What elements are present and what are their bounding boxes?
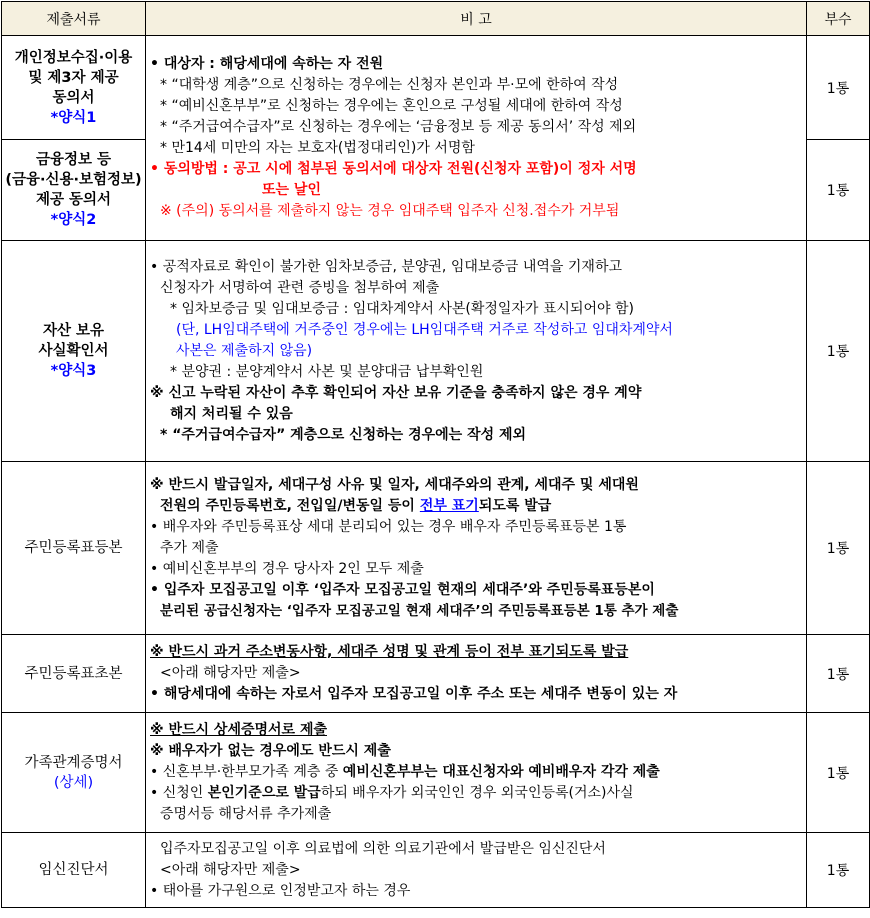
row-asset (2, 241, 870, 462)
doc-title: 사실확인서 (38, 343, 109, 359)
note-highlight: 전부 표기 (419, 497, 479, 514)
doc-title: 가족관계증명서 (24, 754, 123, 771)
doc-consent-personal (2, 36, 146, 140)
note-line: 추가 제출 (160, 539, 219, 556)
note-resident-abstract (146, 635, 807, 713)
note-line: 또는 날인 (262, 182, 321, 198)
note-line: (단, LH임대주택에 거주중인 경우에는 LH임대주택 거주로 작성하고 임대차계약서 (176, 321, 673, 338)
form-ref: *양식3 (50, 363, 97, 379)
note-line: 신청자가 서명하여 관련 증빙을 첨부하여 제출 (160, 279, 440, 296)
note-line (150, 762, 802, 783)
row-consent-personal (2, 36, 870, 140)
count-family: 1통 (807, 713, 870, 833)
note-line: 입주자모집공고일 이후 의료법에 의한 의료기관에서 발급받은 임신진단서 (160, 840, 606, 857)
note-line: * “예비신혼부부”로 신청하는 경우에는 혼인으로 구성될 세대에 한하여 작성 (160, 98, 623, 114)
doc-resident-abstract (2, 635, 146, 713)
note-pregnancy (146, 833, 807, 908)
note-bold: 본인기준으로 발급 (207, 785, 321, 801)
header-count: 부수 (807, 2, 870, 36)
note-line: 증명서등 해당서류 추가제출 (160, 806, 332, 822)
doc-title: 주민등록표등본 (24, 540, 123, 556)
note-line: • 동의방법 : 공고 시에 첨부된 동의서에 대상자 전원(신청자 포함)이 정자 서명 (150, 161, 637, 177)
note-line: * 만14세 미만의 자는 보호자(법정대리인)가 서명함 (160, 140, 475, 156)
doc-title: 금융정보 등 (35, 152, 112, 168)
note-line: ※ 반드시 발급일자, 세대구성 사유 및 일자, 세대주와의 관계, 세대주 및 세대원 (150, 476, 639, 493)
doc-title: 자산 보유 (42, 323, 105, 339)
doc-family (2, 713, 146, 833)
count-consent-finance: 1통 (807, 140, 870, 241)
note-span: 되도록 발급 (478, 497, 552, 514)
row-resident-abstract (2, 635, 870, 713)
note-line: 사본은 제출하지 않음) (176, 342, 313, 359)
document-table (1, 1, 870, 908)
form-ref: *양식1 (50, 109, 97, 126)
note-resident-copy (146, 462, 807, 635)
row-family (2, 713, 870, 833)
note-line: • 태아를 가구원으로 인정받고자 하는 경우 (150, 882, 411, 899)
note-span: 하되 배우자가 외국인인 경우 외국인등록(거소)사실 (320, 785, 634, 801)
note-line: • 입주자 모집공고일 이후 ‘입주자 모집공고일 현재의 세대주’와 주민등록표등본이 (150, 581, 655, 598)
count-resident-copy: 1통 (807, 462, 870, 635)
doc-title: 제공 동의서 (35, 192, 112, 208)
doc-asset (2, 241, 146, 462)
note-line: • 예비신혼부부의 경우 당사자 2인 모두 제출 (150, 560, 424, 577)
note-line: * “주거급여수급자”로 신청하는 경우에는 ‘금융정보 등 제공 동의서’ 작성 제외 (160, 119, 637, 135)
row-pregnancy (2, 833, 870, 908)
note-span: 전원의 주민등록번호, 전입일/변동일 등이 (160, 497, 420, 514)
header-row (2, 2, 870, 36)
count-asset: 1통 (807, 241, 870, 462)
note-line: <아래 해당자만 제출> (160, 665, 301, 681)
note-line (150, 496, 802, 517)
note-asset (146, 241, 807, 462)
note-line: ※ 반드시 상세증명서로 제출 (150, 722, 327, 738)
note-line: 해지 처리될 수 있음 (170, 405, 293, 422)
note-line: * 분양권 : 분양계약서 사본 및 분양대금 납부확인원 (170, 363, 484, 380)
note-span: • 신청인 (150, 785, 208, 801)
note-line: • 배우자와 주민등록표상 세대 분리되어 있는 경우 배우자 주민등록표등본 1통 (150, 518, 627, 535)
note-line (150, 783, 802, 804)
note-line: • 대상자 : 해당세대에 속하는 자 전원 (150, 56, 384, 72)
doc-consent-finance (2, 140, 146, 241)
doc-title: 개인정보수집·이용 (14, 49, 133, 66)
header-note: 비 고 (146, 2, 807, 36)
note-line: • 해당세대에 속하는 자로서 입주자 모집공고일 이후 주소 또는 세대주 변동이 있는 자 (150, 686, 678, 702)
note-line: ※ (주의) 동의서를 제출하지 않는 경우 임대주택 입주자 신청.접수가 거부됨 (160, 203, 620, 219)
note-span: • 신혼부부·한부모가족 계층 중 (150, 764, 343, 780)
note-line: * “주거급여수급자” 계층으로 신청하는 경우에는 작성 제외 (160, 426, 527, 443)
row-resident-copy (2, 462, 870, 635)
doc-title: 동의서 (52, 89, 95, 106)
doc-title: 및 제3자 제공 (28, 69, 119, 86)
doc-subtitle: (상세) (53, 774, 94, 791)
note-line: ※ 배우자가 없는 경우에도 반드시 제출 (150, 743, 391, 759)
note-line: 분리된 공급신청자는 ‘입주자 모집공고일 현재 세대주’의 주민등록표등본 1통 추가 제출 (160, 602, 679, 619)
note-line: <아래 해당자만 제출> (160, 861, 301, 878)
note-line: ※ 반드시 과거 주소변동사항, 세대주 성명 및 관계 등이 전부 표기되도록 발급 (150, 644, 629, 660)
count-resident-abstract: 1통 (807, 635, 870, 713)
form-ref: *양식2 (50, 212, 97, 228)
header-doc: 제출서류 (2, 2, 146, 36)
doc-title: 주민등록표초본 (24, 665, 123, 682)
note-line: * “대학생 계층”으로 신청하는 경우에는 신청자 본인과 부·모에 한하여 작성 (160, 77, 619, 93)
note-bold: 예비신혼부부는 대표신청자와 예비배우자 각각 제출 (342, 764, 660, 780)
note-line: ※ 신고 누락된 자산이 추후 확인되어 자산 보유 기준을 충족하지 않은 경우 계약 (150, 384, 642, 401)
note-line: • 공적자료로 확인이 불가한 임차보증금, 분양권, 임대보증금 내역을 기재하고 (150, 258, 623, 275)
doc-pregnancy (2, 833, 146, 908)
doc-title: (금융·신용·보험정보) (5, 172, 142, 188)
doc-title: 임신진단서 (38, 862, 109, 878)
note-family (146, 713, 807, 833)
doc-resident-copy (2, 462, 146, 635)
note-line: * 임차보증금 및 임대보증금 : 임대차계약서 사본(확정일자가 표시되어야 함) (170, 300, 634, 317)
note-consent (146, 36, 807, 241)
count-pregnancy: 1통 (807, 833, 870, 908)
count-consent-personal: 1통 (807, 36, 870, 140)
